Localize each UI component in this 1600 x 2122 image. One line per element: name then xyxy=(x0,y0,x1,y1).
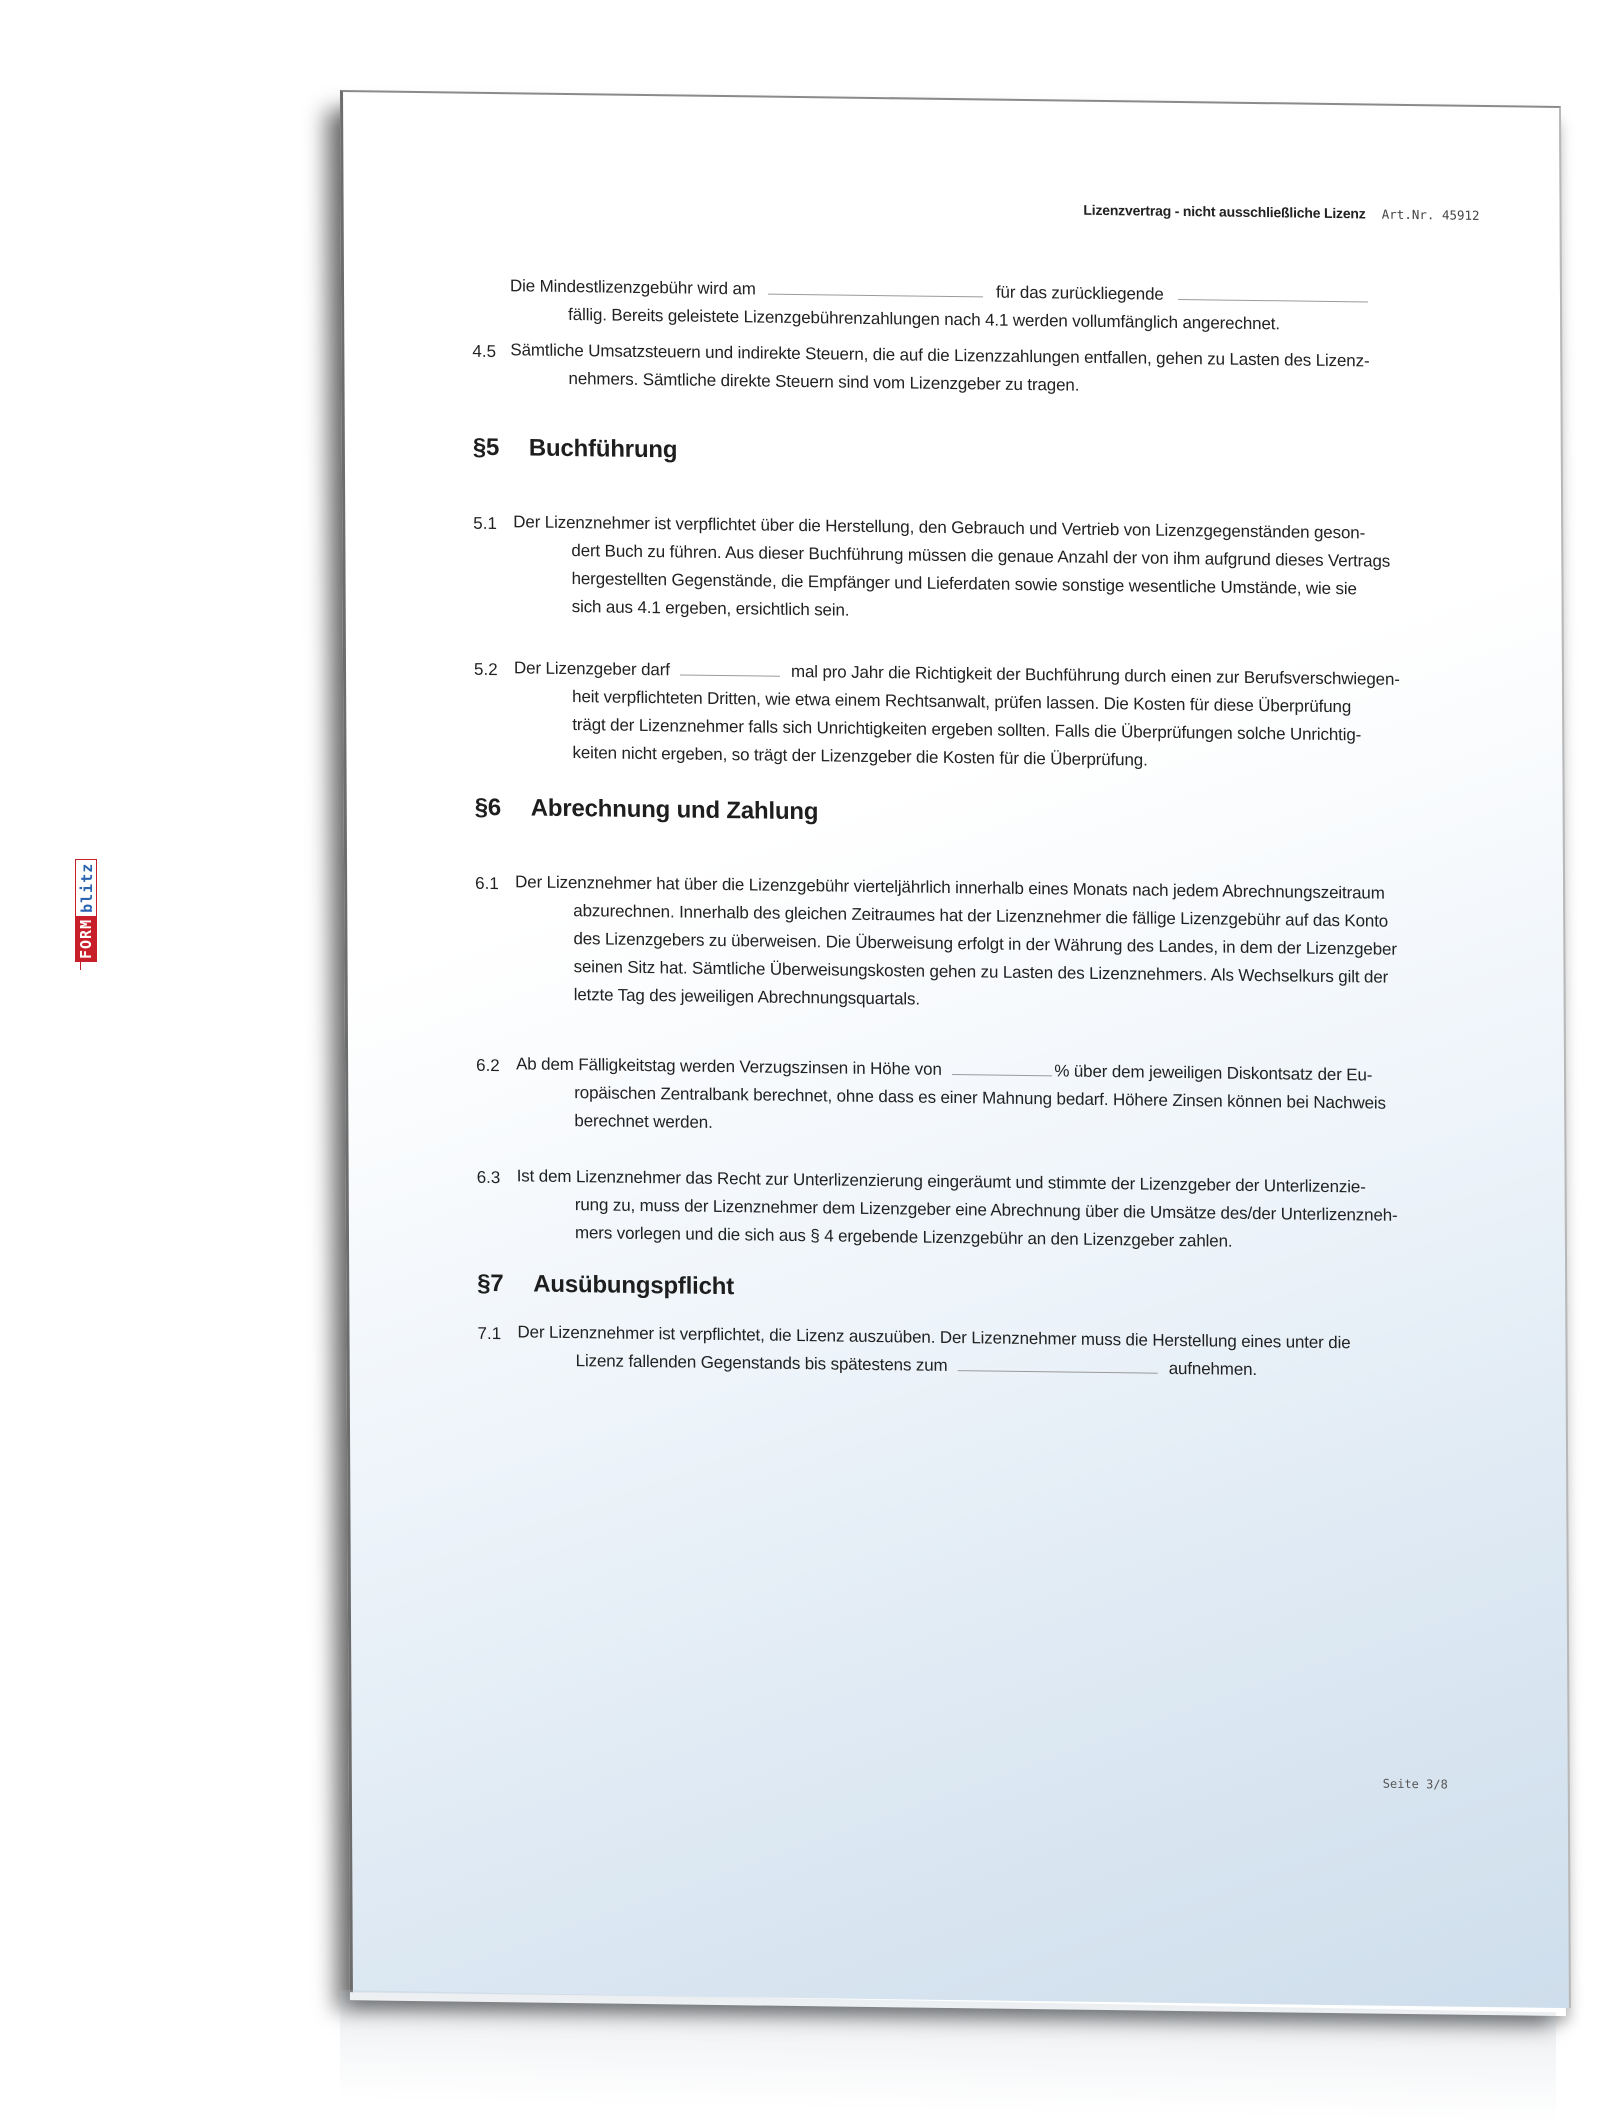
p62-text-a: Ab dem Fälligkeitstag werden Verzugszinsen in Höhe von xyxy=(516,1054,942,1079)
section-5-number: §5 xyxy=(472,433,500,462)
p51-line-4: sich aus 4.1 ergeben, ersichtlich sein. xyxy=(571,597,850,620)
intro-paragraph xyxy=(510,272,1470,341)
page-reflection xyxy=(340,1990,1556,2122)
para-number-4-5: 4.5 xyxy=(472,341,497,362)
document-page xyxy=(340,90,1571,2008)
section-7-number: §7 xyxy=(477,1269,504,1298)
intro-line-2: fällig. Bereits geleistete Lizenzgebührenzahlungen nach 4.1 werden vollumfänglich angerechnet. xyxy=(568,304,1280,334)
p45-line-1: Sämtliche Umsatzsteuern und indirekte Steuern, die auf die Lizenzzahlungen entfallen, gehen zu Lasten des Lizenz- xyxy=(510,340,1370,371)
p51-line-2: dert Buch zu führen. Aus dieser Buchführung müssen die genaue Anzahl der von ihm aufgrund dieses Vertrags xyxy=(571,541,1391,571)
date-blank xyxy=(768,280,983,298)
para-number-7-1: 7.1 xyxy=(477,1323,502,1344)
section-6-title: Abrechnung und Zahlung xyxy=(530,794,819,826)
p61-line-1: Der Lizenznehmer hat über die Lizenzgebühr vierteljährlich innerhalb eines Monats nach jedem Abrechnungszeitraum xyxy=(515,872,1385,903)
p62-line-3: berechnet werden. xyxy=(574,1111,713,1132)
period-blank xyxy=(1178,285,1368,302)
header-art-nr: Art.Nr. 45912 xyxy=(1381,206,1480,223)
p52-line-2: heit verpflichteten Dritten, wie etwa einem Rechtsanwalt, prüfen lassen. Die Kosten für diese Überprüfung xyxy=(572,687,1352,717)
section-6-heading xyxy=(475,794,819,827)
section-6-number: §6 xyxy=(474,793,502,822)
paragraph-6-3 xyxy=(517,1162,1477,1259)
p52-text-a: Der Lizenzgeber darf xyxy=(513,658,670,680)
para-number-6-2: 6.2 xyxy=(476,1055,500,1076)
interest-rate-blank xyxy=(952,1060,1052,1076)
intro-text-b: für das zurückliegende xyxy=(995,282,1164,304)
p52-line-3: trägt der Lizenznehmer falls sich Unrichtigkeiten ergeben sollten. Falls die Überprüfungen solche Unrichtig- xyxy=(572,715,1362,745)
p45-line-2: nehmers. Sämtliche direkte Steuern sind vom Lizenzgeber zu tragen. xyxy=(568,368,1080,395)
page-header xyxy=(1083,202,1479,224)
p62-line-2: ropäischen Zentralbank berechnet, ohne dass es einer Mahnung bedarf. Höhere Zinsen können bei Nachweis xyxy=(574,1083,1386,1113)
p51-line-1: Der Lizenznehmer ist verpflichtet über die Herstellung, den Gebrauch und Vertrieb von Lizenzgegenständen geson- xyxy=(513,512,1366,543)
logo-form-text: FORM xyxy=(75,916,97,962)
p71-text-a: Lizenz fallenden Gegenstands bis spätestens zum xyxy=(575,1351,948,1375)
section-7-title: Ausübungspflicht xyxy=(533,1270,735,1301)
section-5-title: Buchführung xyxy=(528,434,678,464)
para-number-5-2: 5.2 xyxy=(473,659,498,680)
p61-line-3: des Lizenzgebers zu überweisen. Die Überweisung erfolgt in der Währung des Landes, in dem der Lizenzgeber xyxy=(573,929,1397,959)
formblitz-logo xyxy=(75,859,97,962)
p61-line-2: abzurechnen. Innerhalb des gleichen Zeitraumes hat der Lizenznehmer die fällige Lizenzgebühr auf das Konto xyxy=(573,901,1389,931)
para-number-5-1: 5.1 xyxy=(473,513,497,534)
section-5-heading xyxy=(473,434,678,465)
paragraph-5-1 xyxy=(513,508,1474,633)
intro-text-a: Die Mindestlizenzgebühr wird am xyxy=(509,276,756,299)
p63-line-1: Ist dem Lizenznehmer das Recht zur Unterlizenzierung eingeräumt und stimmte der Lizenzgeber der Unterlizenzie- xyxy=(516,1166,1366,1197)
deadline-blank xyxy=(958,1356,1158,1374)
paragraph-6-2 xyxy=(516,1050,1476,1147)
section-7-heading xyxy=(477,1270,734,1301)
para-number-6-1: 6.1 xyxy=(475,873,499,894)
p62-text-b: % über dem jeweiligen Diskontsatz der Eu- xyxy=(1054,1061,1373,1085)
paragraph-4-5 xyxy=(510,336,1470,405)
logo-blitz-text: blitz xyxy=(75,859,97,916)
p52-text-b: mal pro Jahr die Richtigkeit der Buchführung durch einen zur Berufsverschwiegen- xyxy=(790,661,1400,689)
p52-line-4: keiten nicht ergeben, so trägt der Lizenzgeber die Kosten für die Überprüfung. xyxy=(572,743,1148,770)
paragraph-6-1 xyxy=(515,868,1476,1021)
p61-line-5: letzte Tag des jeweiligen Abrechnungsquartals. xyxy=(573,985,921,1009)
p63-line-3: mers vorlegen und die sich aus § 4 ergebende Lizenzgebühr an den Lizenzgeber zahlen. xyxy=(574,1223,1233,1251)
header-title: Lizenzvertrag - nicht ausschließliche Lizenz xyxy=(1083,201,1366,222)
paragraph-7-1 xyxy=(517,1318,1477,1387)
para-number-6-3: 6.3 xyxy=(476,1167,501,1188)
frequency-blank xyxy=(680,660,780,676)
page-number: Seite 3/8 xyxy=(1382,1776,1448,1792)
p61-line-4: seinen Sitz hat. Sämtliche Überweisungskosten gehen zu Lasten des Lizenznehmers. Als Wechselkurs gilt der xyxy=(573,957,1389,987)
p63-line-2: rung zu, muss der Lizenznehmer dem Lizenzgeber eine Abrechnung über die Umsätze des/der Unterlizenzneh- xyxy=(574,1195,1398,1225)
paragraph-5-2 xyxy=(514,654,1475,779)
p71-text-b: aufnehmen. xyxy=(1168,1358,1258,1380)
p71-line-1: Der Lizenznehmer ist verpflichtet, die Lizenz auszuüben. Der Lizenznehmer muss die Herstellung eines unter die xyxy=(517,1322,1351,1353)
p51-line-3: hergestellten Gegenstände, die Empfänger und Lieferdaten sowie sonstige wesentliche Umstände, wie sie xyxy=(571,569,1357,599)
